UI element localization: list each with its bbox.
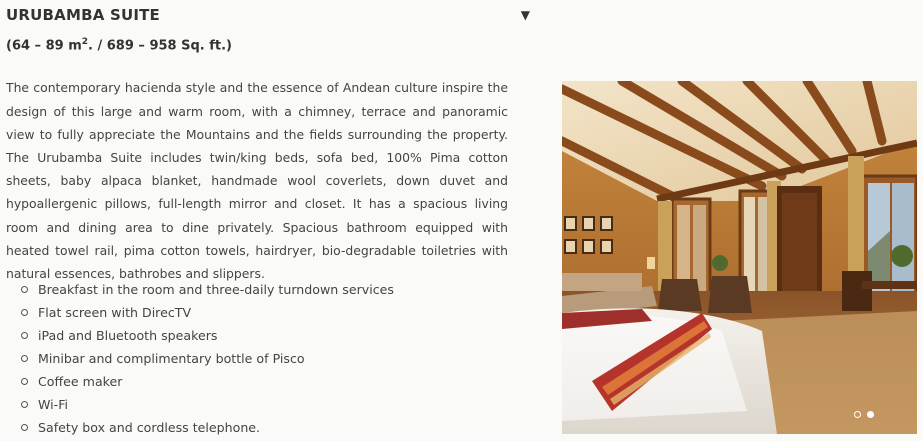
carousel-dot-2[interactable] (867, 411, 874, 418)
room-photo (562, 81, 917, 434)
room-size-imperial: . / 689 – 958 Sq. ft.) (88, 38, 232, 54)
amenity-item: Coffee maker (38, 370, 394, 393)
room-title: URUBAMBA SUITE (6, 6, 160, 24)
carousel-dots (854, 411, 874, 418)
amenity-item: Minibar and complimentary bottle of Pisco (38, 347, 394, 370)
amenity-item: Safety box and cordless telephone. (38, 416, 394, 439)
amenity-item: iPad and Bluetooth speakers (38, 324, 394, 347)
room-size-superscript: 2 (81, 37, 89, 47)
room-size-metric: (64 – 89 m (6, 38, 82, 54)
room-description: The contemporary hacienda style and the essence of Andean culture inspire the design of this large and warm room, with a chimney, terrace and panoramic view to fully appreciate the Mountains and the fields surrounding the property. The Urubamba Suite includes twin/king beds, sofa bed, 100% Pima cotton sheets, baby alpaca blanket, handmade wool coverlets, down duvet and hypoallergenic pillows, full-length mirror and closet. It has a spacious living room and dining area to dine privately. Spacious bathroom equipped with heated towel rail, pima cotton towels, hairdryer, bio-degradable toiletries with natural essences, bathrobes and slippers. (6, 80, 508, 282)
room-size (6, 37, 232, 53)
amenity-item: Flat screen with DirecTV (38, 301, 394, 324)
amenity-item: Breakfast in the room and three-daily turndown services (38, 278, 394, 301)
chevron-down-icon[interactable]: ▼ (520, 8, 530, 22)
room-header (6, 6, 530, 28)
amenities-list (6, 278, 394, 439)
amenity-item: Wi-Fi (38, 393, 394, 416)
room-photo-carousel[interactable] (562, 81, 917, 434)
carousel-dot-1[interactable] (854, 411, 861, 418)
